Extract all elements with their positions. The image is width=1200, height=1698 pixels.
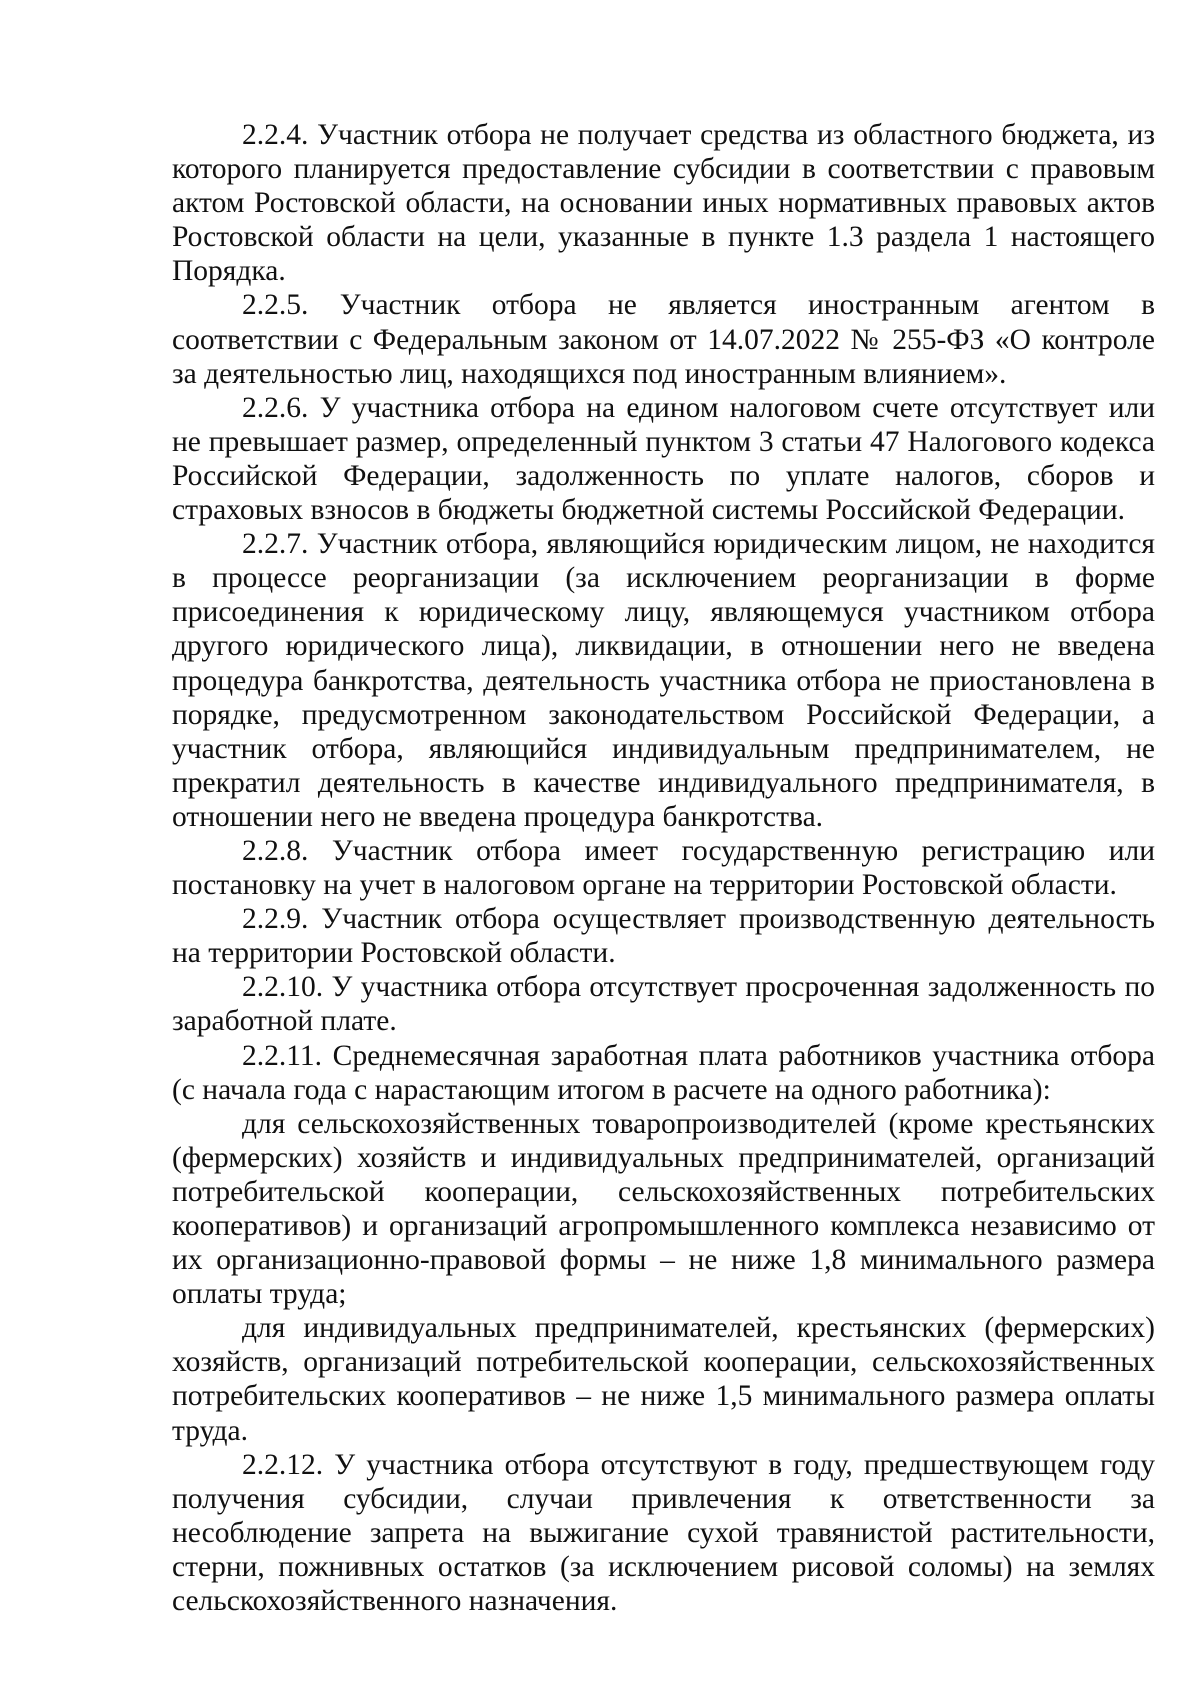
paragraph-2-2-7: 2.2.7. Участник отбора, являющийся юридическим лицом, не находится в процессе реорганизации (за исключением реорганизации в форме присоединения к юридическому лицу, являющемуся участником отбора другого юридического лица), ликвидации, в отношении него не введена процедура банкротства, деятельность участника отбора не приостановлена в порядке, предусмотренном законодательством Российской Федерации, а участник отбора, являющийся индивидуальным предпринимателем, не прекратил деятельность в качестве индивидуального предпринимателя, в отношении него не введена процедура банкротства.: [172, 528, 1155, 833]
paragraph-2-2-12: 2.2.12. У участника отбора отсутствуют в году, предшествующем году получения субсидии, случаи привлечения к ответственности за несоблюдение запрета на выжигание сухой травянистой растительности, стерни, пожнивных остатков (за исключением рисовой соломы) на землях сельскохозяйственного назначения.: [172, 1448, 1155, 1618]
paragraph-2-2-11: 2.2.11. Среднемесячная заработная плата работников участника отбора (с начала года с нарастающим итогом в расчете на одного работника):: [172, 1039, 1155, 1106]
document-page: [172, 118, 1155, 1618]
paragraph-2-2-8: 2.2.8. Участник отбора имеет государственную регистрацию или постановку на учет в налоговом органе на территории Ростовской области.: [172, 834, 1155, 902]
paragraph-2-2-9: 2.2.9. Участник отбора осуществляет производственную деятельность на территории Ростовской области.: [172, 903, 1155, 970]
paragraph-2-2-10: 2.2.10. У участника отбора отсутствует просроченная задолженность по заработной плате.: [172, 971, 1155, 1038]
paragraph-2-2-5: 2.2.5. Участник отбора не является иностранным агентом в соответствии с Федеральным законом от 14.07.2022 № 255-ФЗ «О контроле за деятельностью лиц, находящихся под иностранным влиянием».: [172, 289, 1155, 390]
paragraph-2-2-4: 2.2.4. Участник отбора не получает средства из областного бюджета, из которого планируется предоставление субсидии в соответствии с правовым актом Ростовской области, на основании иных нормативных правовых актов Ростовской области на цели, указанные в пункте 1.3 раздела 1 настоящего Порядка.: [172, 119, 1155, 288]
paragraph-2-2-11-agri-producers: для сельскохозяйственных товаропроизводителей (кроме крестьянских (фермерских) хозяйств и индивидуальных предпринимателей, организаций потребительской кооперации, сельскохозяйственных потребительских кооперативов) и организаций агропромышленного комплекса независимо от их организационно-правовой формы – не ниже 1,8 минимального размера оплаты труда;: [172, 1107, 1155, 1311]
paragraph-2-2-6: 2.2.6. У участника отбора на едином налоговом счете отсутствует или не превышает размер, определенный пунктом 3 статьи 47 Налогового кодекса Российской Федерации, задолженность по уплате налогов, сборов и страховых взносов в бюджеты бюджетной системы Российской Федерации.: [172, 391, 1155, 527]
paragraph-2-2-11-entrepreneurs: для индивидуальных предпринимателей, крестьянских (фермерских) хозяйств, организаций потребительской кооперации, сельскохозяйственных потребительских кооперативов – не ниже 1,5 минимального размера оплаты труда.: [172, 1312, 1155, 1447]
